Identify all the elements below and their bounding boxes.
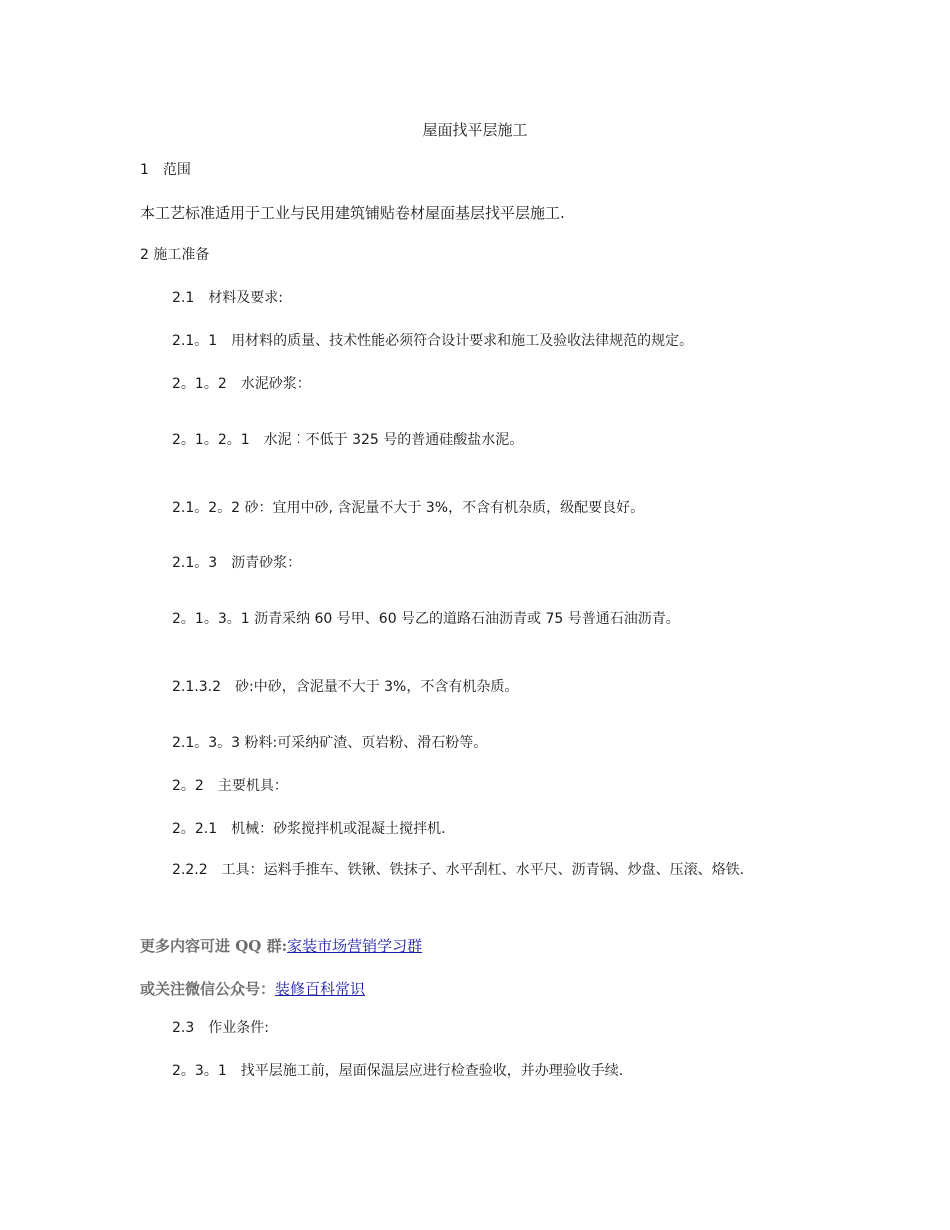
paragraph-2-1-3-1: 2。1。3。1 沥青采纳 60 号甲、60 号乙的道路石油沥青或 75 号普通石油沥青。 [172, 611, 680, 627]
section-1-heading: 1 范围 [140, 162, 191, 178]
paragraph-2-1-2: 2。1。2 水泥砂浆： [172, 376, 311, 392]
paragraph-2-1-1: 2.1。1 用材料的质量、技术性能必须符合设计要求和施工及验收法律规范的规定。 [172, 333, 694, 349]
section-1-text: 本工艺标准适用于工业与民用建筑铺贴卷材屋面基层找平层施工. [140, 204, 565, 222]
paragraph-2-1-3: 2.1。3 沥青砂浆： [172, 555, 302, 571]
paragraph-2-2-2: 2.2.2 工具：运料手推车、铁锹、铁抹子、水平刮杠、水平尺、沥青锅、炒盘、压滚、烙铁. [172, 862, 745, 878]
paragraph-2-3-1: 2。3。1 找平层施工前，屋面保温层应进行检查验收，并办理验收手续. [172, 1063, 624, 1079]
paragraph-2-1-3-3: 2.1。3。3 粉料:可采纳矿渣、页岩粉、滑石粉等。 [172, 735, 488, 751]
paragraph-2-2: 2。2 主要机具： [172, 778, 288, 794]
promo-qq-line [140, 936, 422, 956]
paragraph-2-1-2-1: 2。1。2。1 水泥︰不低于 325 号的普通硅酸盐水泥。 [172, 432, 524, 448]
paragraph-2-3: 2.3 作业条件: [172, 1020, 269, 1036]
promo-wechat-line [140, 979, 365, 999]
paragraph-2-1-3-2: 2.1.3.2 砂:中砂，含泥量不大于 3%，不含有机杂质。 [172, 679, 519, 695]
paragraph-2-1: 2.1 材料及要求: [172, 290, 283, 306]
wechat-account-link[interactable]: 装修百科常识 [275, 980, 366, 998]
section-2-heading: 2 施工准备 [140, 247, 210, 263]
paragraph-2-1-2-2: 2.1。2。2 砂：宜用中砂, 含泥量不大于 3%，不含有机杂质，级配要良好。 [172, 500, 645, 516]
qq-group-link[interactable]: 家装市场营销学习群 [287, 937, 423, 955]
promo-wechat-label: 或关注微信公众号： [140, 980, 276, 998]
paragraph-2-2-1: 2。2.1 机械：砂浆搅拌机或混凝土搅拌机. [172, 821, 446, 837]
document-title: 屋面找平层施工 [422, 121, 528, 139]
promo-qq-label: 更多内容可进 QQ 群: [140, 937, 288, 955]
